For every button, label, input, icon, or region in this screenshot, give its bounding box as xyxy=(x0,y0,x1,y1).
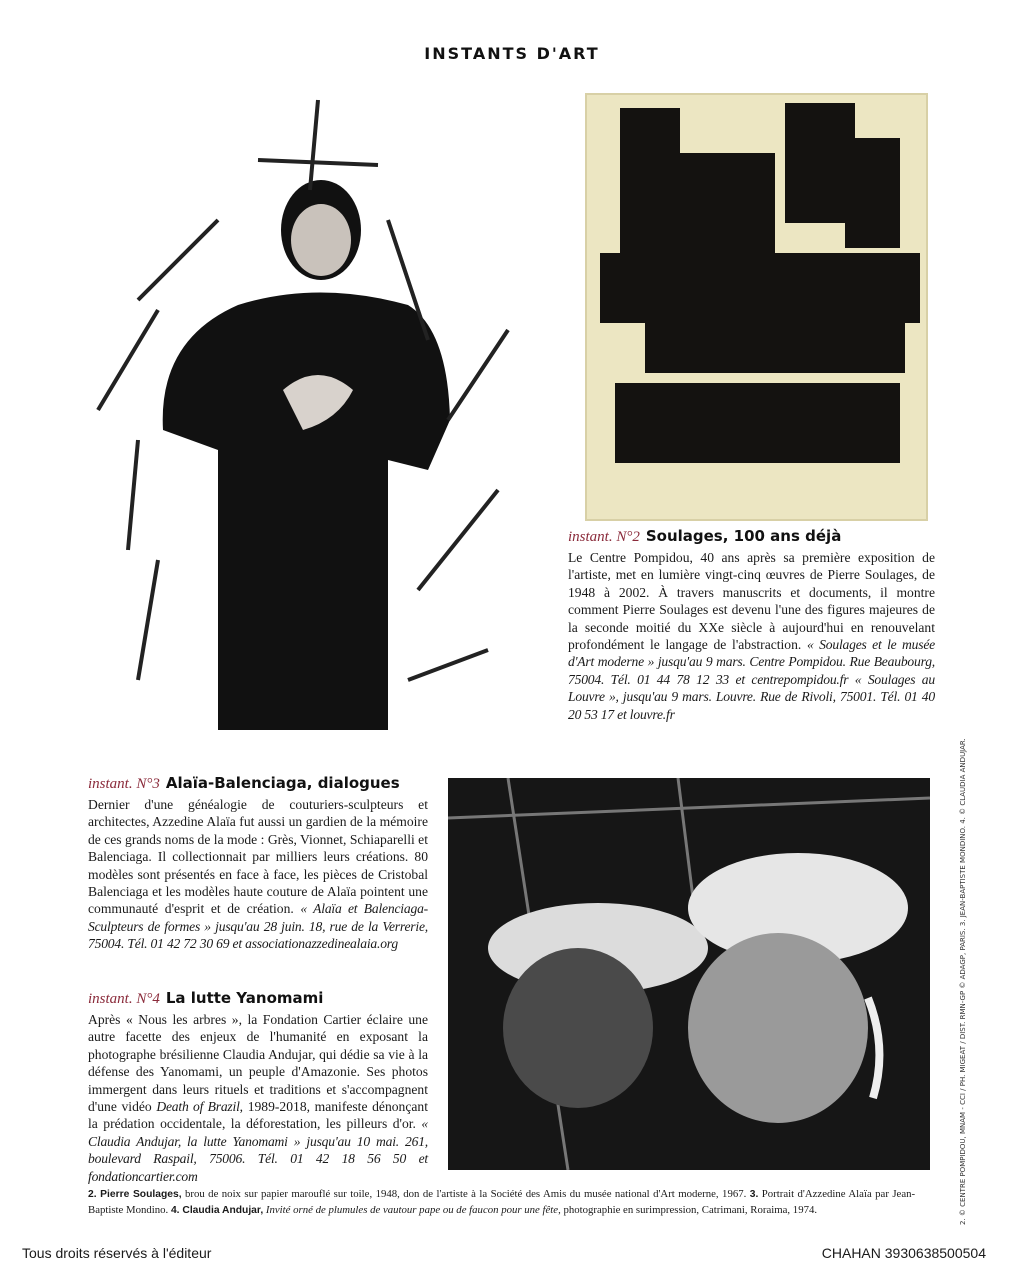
article-info: « Soulages et le musée d'Art moderne » jusqu'au 9 mars. Centre Pompidou. Rue Beaubourg, 75004. Tél. 01 44 78 12 33 et centrepompidou.fr « Soulages au Louvre », jusqu'au 9 mars. Louvre. Rue de Rivoli, 75001. Tél. 01 40 20 53 17 et louvre.fr xyxy=(568,637,935,722)
article-body: Dernier d'une généalogie de couturiers-sculpteurs et architectes, Azzedine Alaïa fut aussi un gardien de la mémoire de ces grands noms de la mode : Grès, Vionnet, Schiaparelli et Balenciaga. Il collectionnait par milliers leurs créations. 80 modèles sont présentés en face à face, les pièces de Cristobal Balenciaga et les modèles haute couture de Alaïa pointent une communauté d'esprit et de création. xyxy=(88,797,428,917)
footer-code: CHAHAN 3930638500504 xyxy=(821,1245,986,1261)
footer-rights: Tous droits réservés à l'éditeur xyxy=(22,1245,212,1261)
article-info: « Alaïa et Balenciaga-Sculpteurs de formes » jusqu'au 28 juin. 18, rue de la Verrerie, 75004. Tél. 01 42 72 30 69 et associationazzedinealaia.org xyxy=(88,901,429,952)
article-title: Soulages, 100 ans déjà xyxy=(645,527,842,545)
article-body: Le Centre Pompidou, 40 ans après sa première exposition de l'artiste, met en lumière vingt-cinq œuvres de Pierre Soulages, de 1948 à 2002. À travers manuscrits et documents, il montre comment Pierre Soulages est devenu l'une des figures majeures de la seconde moitié du XXe siècle à aujourd'hui en renouvelant profondément le langage de l'abstraction. xyxy=(568,550,935,653)
article-alaia xyxy=(88,774,428,953)
article-kicker: instant. N°4 xyxy=(88,991,160,1007)
caption-4-text: , photographie en surimpression, Catrimani, Roraima, 1974. xyxy=(558,1204,818,1216)
yanomami-photo xyxy=(448,778,930,1170)
section-title: INSTANTS D'ART xyxy=(424,44,600,63)
article-title: La lutte Yanomami xyxy=(165,989,324,1007)
caption-4-italic: Invité orné de plumules de vautour pape ou de faucon pour une fête xyxy=(265,1204,559,1216)
article-kicker: instant. N°2 xyxy=(568,529,640,545)
article-soulages xyxy=(568,527,935,723)
article-body-end: , 1989-2018, manifeste dénonçant la prédation occidentale, la déforestation, les pilleurs d'or. xyxy=(88,1099,428,1132)
article-kicker: instant. N°3 xyxy=(88,776,160,792)
photo-credits: 2. © CENTRE POMPIDOU, MNAM - CCI / PH. MIGEAT / DIST. RMN-GP © ADAGP, PARIS. 3. JEAN-BAPTISTE MONDINO. 4. © CLAUDIA ANDUJAR. xyxy=(959,738,967,1225)
portrait-photo xyxy=(88,90,548,730)
caption-2-label: 2. Pierre Soulages, xyxy=(88,1188,182,1200)
photo-captions xyxy=(88,1186,915,1218)
article-yanomami xyxy=(88,989,428,1185)
caption-2-text: brou de noix sur papier marouflé sur toile, 1948, don de l'artiste à la Société des Amis du musée national d'Art moderne, 1967. xyxy=(184,1188,747,1200)
caption-3-label: 3. xyxy=(749,1188,759,1200)
soulages-painting xyxy=(585,93,928,521)
article-info: « Claudia Andujar, la lutte Yanomami » jusqu'au 10 mai. 261, boulevard Raspail, 75006. Tél. 01 42 18 56 50 et fondationcartier.com xyxy=(88,1116,428,1184)
caption-3-text: Portrait d'Azzedine Alaïa par Jean-Baptiste Mondino. xyxy=(88,1188,916,1216)
article-body: Après « Nous les arbres », la Fondation Cartier éclaire une autre facette des enjeux de l'humanité en exposant la photographe brésilienne Claudia Andujar, qui dédie sa vie à la défense des Yanomami, un peuple d'Amazonie. Ses photos immergent dans leurs rituels et traditions et s'accompagnent d'une vidéo xyxy=(88,1012,428,1115)
article-title: Alaïa-Balenciaga, dialogues xyxy=(165,774,400,792)
film-title: Death of Brazil xyxy=(156,1099,240,1115)
caption-4-label: 4. Claudia Andujar, xyxy=(170,1204,264,1216)
